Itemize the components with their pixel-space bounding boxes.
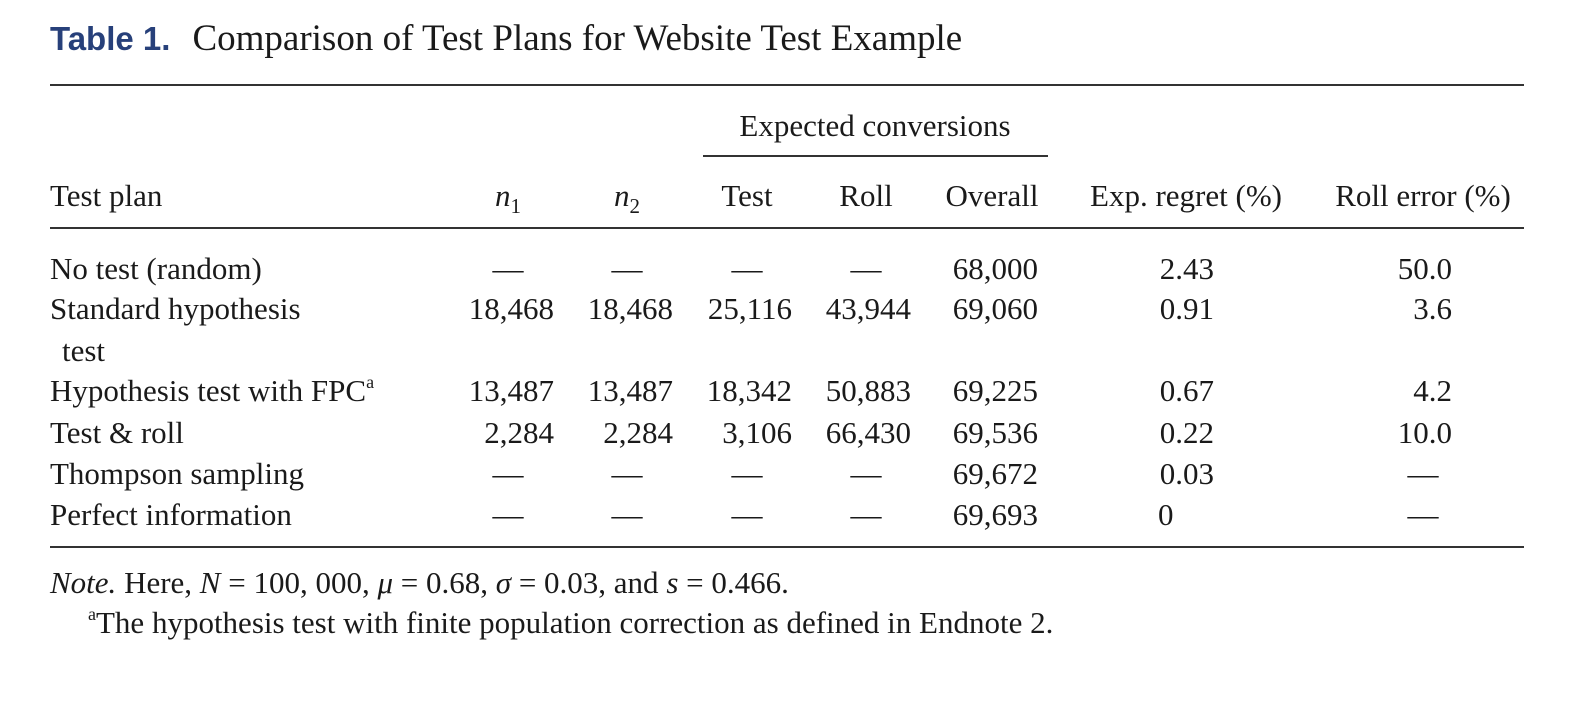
row-roll: 50,883 (825, 373, 911, 408)
table-label: Table 1. (50, 20, 171, 57)
row-plan: Test & roll (50, 415, 184, 450)
row-n1: 18,468 (468, 291, 554, 326)
row-n1: 13,487 (468, 373, 554, 408)
header-n1: $n_1$ (495, 178, 521, 218)
row-overall: 69,693 (952, 497, 1038, 532)
row-roll-error: 50.0 (1397, 251, 1452, 286)
row-plan: Standard hypothesis (50, 291, 301, 326)
row-test: — (731, 497, 763, 532)
row-plan: Thompson sampling (50, 456, 305, 491)
row-plan: Perfect information (50, 497, 292, 532)
row-plan-continued: test (62, 333, 106, 368)
table-title: Comparison of Test Plans for Website Test Example (192, 18, 963, 59)
row-regret: 0.03 (1159, 456, 1214, 491)
row-roll-error: 4.2 (1413, 373, 1452, 408)
row-plan: No test (random) (50, 251, 262, 286)
footnote-marker: a (88, 604, 96, 624)
row-n1: — (492, 497, 524, 532)
header-exp-regret: Exp. regret (%) (1090, 178, 1282, 213)
row-roll: 66,430 (825, 415, 911, 450)
row-roll: — (850, 456, 882, 491)
row-test: 3,106 (722, 415, 792, 450)
row-n1: 2,284 (484, 415, 554, 450)
row-roll-error: — (1407, 456, 1439, 491)
row-test: 25,116 (707, 291, 792, 326)
row-n1: — (492, 251, 524, 286)
table-caption (50, 16, 962, 62)
row-test: 18,342 (706, 373, 792, 408)
row-plan: Hypothesis test with FPC$^a$ (50, 372, 375, 408)
row-n2: — (611, 251, 643, 286)
row-n2: — (611, 456, 643, 491)
row-test: — (731, 251, 763, 286)
header-test: Test (721, 178, 773, 213)
bottom-rule (50, 546, 1524, 548)
row-roll: 43,944 (825, 291, 911, 326)
row-roll-error: 10.0 (1397, 415, 1452, 450)
row-n2: 18,468 (587, 291, 673, 326)
header-n2: $n_2$ (614, 178, 640, 218)
row-n2: — (611, 497, 643, 532)
row-overall: 69,225 (952, 373, 1038, 408)
spanner-rule (703, 155, 1048, 157)
row-roll: — (850, 497, 882, 532)
row-n2: 2,284 (603, 415, 673, 450)
top-rule (50, 84, 1524, 86)
row-regret: 0.67 (1159, 373, 1214, 408)
row-n1: — (492, 456, 524, 491)
row-regret: 2.43 (1159, 251, 1214, 286)
header-roll-error: Roll error (%) (1335, 178, 1511, 213)
row-roll-error: — (1407, 497, 1439, 532)
table-note: Note. Here, N = 100, 000, μ = 0.68, σ = 0.03, and s = 0.466. (50, 565, 789, 600)
row-regret: 0.91 (1159, 291, 1214, 326)
header-overall: Overall (945, 178, 1039, 213)
header-rule (50, 227, 1524, 229)
row-overall: 69,536 (952, 415, 1038, 450)
row-regret: 0.22 (1159, 415, 1214, 450)
row-roll-error: 3.6 (1413, 291, 1452, 326)
row-overall: 68,000 (952, 251, 1038, 286)
row-n2: 13,487 (587, 373, 673, 408)
row-overall: 69,060 (952, 291, 1038, 326)
header-test-plan: Test plan (50, 178, 163, 213)
table-footnote: $^a$The hypothesis test with finite population correction as defined in Endnote 2. (88, 604, 1054, 640)
footnote-marker: a (366, 372, 375, 392)
row-roll: — (850, 251, 882, 286)
header-roll: Roll (839, 178, 893, 213)
row-regret: 0 (1158, 497, 1174, 532)
expected-conversions-header: Expected conversions (739, 108, 1011, 143)
row-test: — (731, 456, 763, 491)
row-overall: 69,672 (952, 456, 1038, 491)
